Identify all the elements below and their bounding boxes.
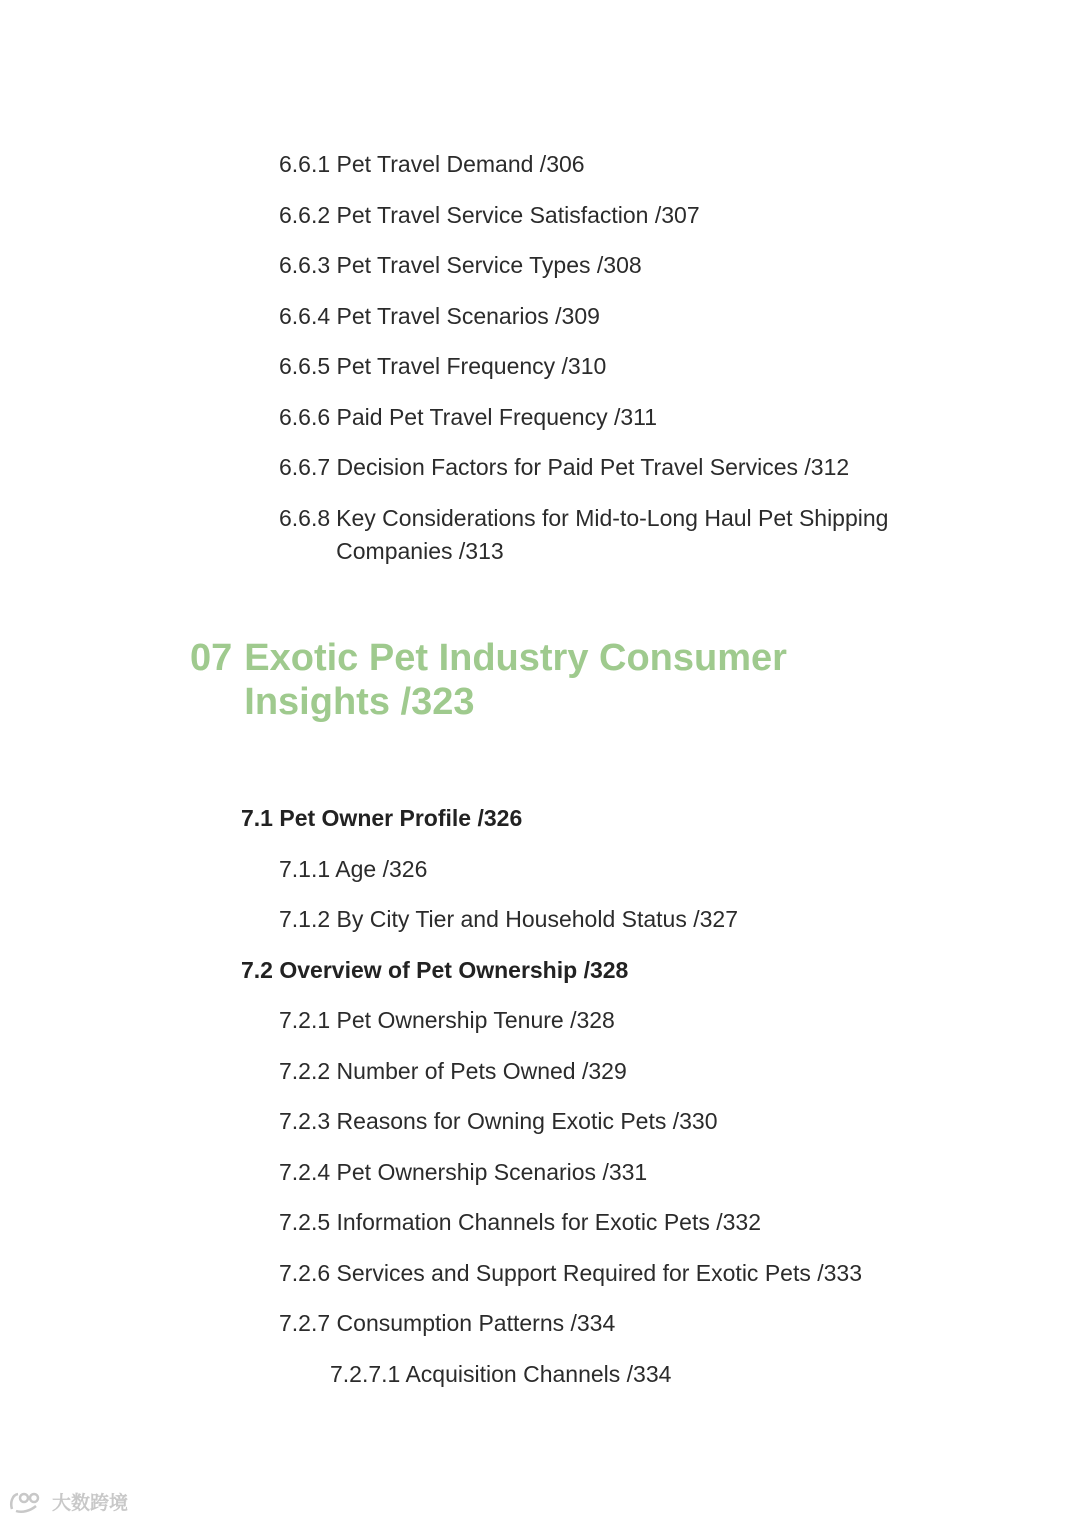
chapter-title: Exotic Pet Industry Consumer Insights /323	[244, 637, 787, 723]
entry-title: Key Considerations for Mid-to-Long Haul Pet Shipping Companies /313	[336, 505, 889, 564]
brand-logo-icon	[8, 1489, 48, 1515]
toc-entry-7-2-7[interactable]	[279, 1307, 615, 1340]
entry-number: 7.2.1	[279, 1007, 331, 1033]
entry-number: 7.2.4	[279, 1159, 331, 1185]
toc-entry-7-2-5[interactable]	[279, 1206, 761, 1239]
entry-number: 7.2.2	[279, 1058, 331, 1084]
entry-title: Age /326	[335, 856, 428, 882]
toc-entry-6-6-7[interactable]	[279, 451, 849, 484]
entry-title: Pet Ownership Tenure /328	[336, 1007, 615, 1033]
toc-entry-6-6-4[interactable]	[279, 300, 600, 333]
entry-number: 7.2.7.1	[330, 1361, 401, 1387]
entry-title: Pet Travel Frequency /310	[336, 353, 607, 379]
watermark-text: 大数跨境	[52, 1493, 129, 1514]
entry-title: By City Tier and Household Status /327	[336, 906, 738, 932]
entry-title: Pet Travel Scenarios /309	[336, 303, 600, 329]
entry-number: 6.6.1	[279, 151, 331, 177]
entry-number: 6.6.4	[279, 303, 331, 329]
entry-number: 7.2.5	[279, 1209, 331, 1235]
entry-number: 7.2.6	[279, 1260, 331, 1286]
entry-number: 6.6.6	[279, 404, 331, 430]
toc-entry-7-2-1[interactable]	[279, 1004, 615, 1037]
entry-title: Pet Travel Service Types /308	[336, 252, 642, 278]
entry-number: 6.6.7	[279, 454, 331, 480]
toc-entry-6-6-1[interactable]	[279, 148, 585, 181]
toc-entry-7-2-7-1[interactable]	[330, 1358, 671, 1391]
toc-entry-6-6-3[interactable]	[279, 249, 642, 282]
toc-entry-7-2-4[interactable]	[279, 1156, 647, 1189]
entry-title: Paid Pet Travel Frequency /311	[336, 404, 658, 430]
entry-number: 7.2.7	[279, 1310, 331, 1336]
toc-section-7-1[interactable]: 7.1 Pet Owner Profile /326	[241, 805, 523, 831]
toc-entry-6-6-5[interactable]	[279, 350, 606, 383]
entry-number: 7.1.2	[279, 906, 331, 932]
toc-entry-7-2-3[interactable]	[279, 1105, 718, 1138]
entry-number: 7.2.3	[279, 1108, 331, 1134]
toc-entry-6-6-6[interactable]	[279, 401, 657, 434]
entry-title: Services and Support Required for Exotic Pets /333	[336, 1260, 862, 1286]
entry-number: 6.6.5	[279, 353, 331, 379]
chapter-heading[interactable]	[190, 636, 830, 724]
toc-entry-7-2-2[interactable]	[279, 1055, 627, 1088]
toc-entry-7-1-1[interactable]	[279, 853, 427, 886]
toc-entry-6-6-8[interactable]	[279, 502, 899, 568]
entry-title: Information Channels for Exotic Pets /332	[336, 1209, 761, 1235]
chapter-number: 07	[190, 637, 233, 679]
entry-number: 6.6.3	[279, 252, 331, 278]
entry-number: 7.1.1	[279, 856, 331, 882]
entry-title: Pet Travel Demand /306	[336, 151, 585, 177]
toc-entry-7-1-2[interactable]	[279, 903, 738, 936]
entry-title: Reasons for Owning Exotic Pets /330	[336, 1108, 718, 1134]
entry-title: Consumption Patterns /334	[336, 1310, 616, 1336]
entry-title: Number of Pets Owned /329	[336, 1058, 627, 1084]
entry-number: 6.6.8	[279, 505, 331, 531]
watermark	[8, 1488, 128, 1515]
entry-title: Pet Travel Service Satisfaction /307	[336, 202, 700, 228]
entry-title: Decision Factors for Paid Pet Travel Services /312	[336, 454, 850, 480]
toc-entry-6-6-2[interactable]	[279, 199, 700, 232]
toc-entry-7-2-6[interactable]	[279, 1257, 862, 1290]
entry-title: Acquisition Channels /334	[405, 1361, 672, 1387]
entry-number: 6.6.2	[279, 202, 331, 228]
toc-section-7-2[interactable]: 7.2 Overview of Pet Ownership /328	[241, 957, 629, 983]
entry-title: Pet Ownership Scenarios /331	[336, 1159, 648, 1185]
